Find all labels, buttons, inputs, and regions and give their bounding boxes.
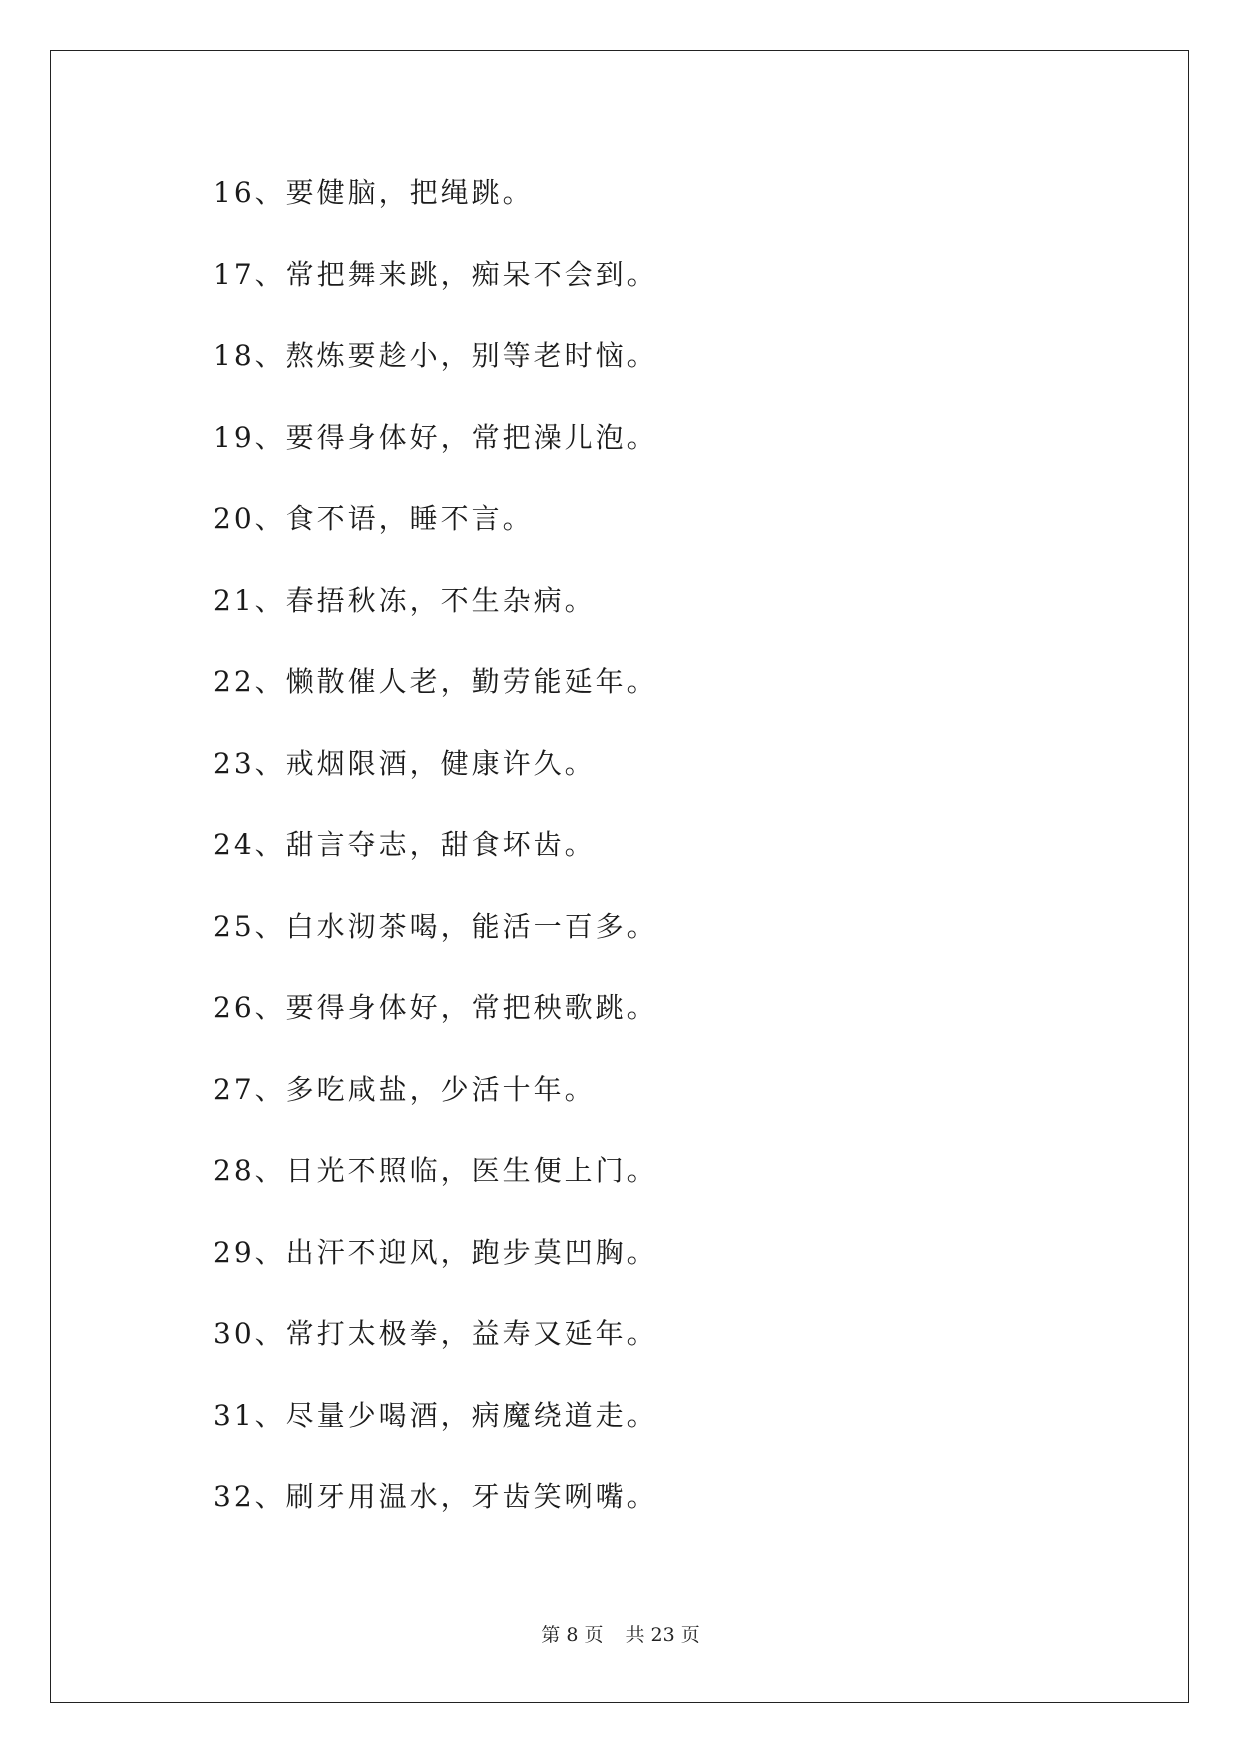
list-item: 20、食不语，睡不言。: [213, 502, 534, 535]
list-item: 16、要健脑，把绳跳。: [213, 176, 534, 209]
list-item: 25、白水沏茶喝，能活一百多。: [213, 909, 658, 943]
list-item: 32、刷牙用温水，牙齿笑咧嘴。: [213, 1480, 658, 1513]
list-item: 28、日光不照临，医生便上门。: [213, 1154, 658, 1187]
list-item: 27、多吃咸盐，少活十年。: [213, 1072, 596, 1106]
list-item: 26、要得身体好，常把秧歌跳。: [213, 991, 658, 1024]
list-item: 23、戒烟限酒，健康许久。: [213, 746, 596, 780]
list-item: 30、常打太极拳，益寿又延年。: [213, 1317, 658, 1350]
list-item: 17、常把舞来跳，痴呆不会到。: [213, 257, 658, 291]
list-item: 24、甜言夺志，甜食坏齿。: [213, 828, 596, 861]
list-item: 18、熬炼要趁小，别等老时恼。: [213, 339, 658, 372]
list-item: 19、要得身体好，常把澡儿泡。: [213, 420, 658, 454]
proverb-list: [213, 170, 658, 1556]
list-item: 29、出汗不迎风，跑步莫凹胸。: [213, 1235, 658, 1269]
list-item: 31、尽量少喝酒，病魔绕道走。: [213, 1398, 658, 1432]
page-total: 共 23 页: [625, 1624, 700, 1646]
list-item: 22、懒散催人老，勤劳能延年。: [213, 665, 658, 698]
page-footer: [0, 1620, 1241, 1647]
list-item: 21、春捂秋冻，不生杂病。: [213, 583, 596, 617]
page-number: 第 8 页: [541, 1624, 604, 1646]
